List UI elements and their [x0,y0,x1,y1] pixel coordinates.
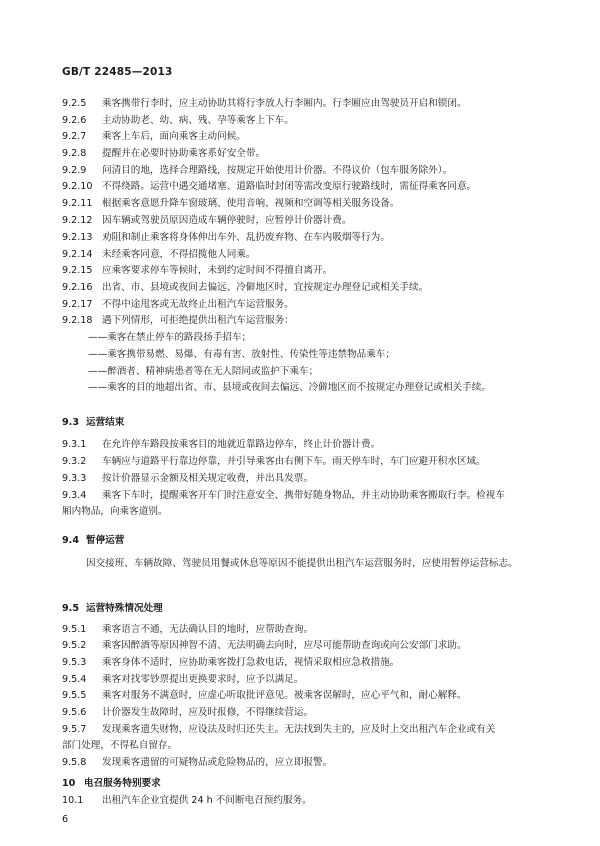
clause-9-3-4: 9.3.4 乘客下车时，提醒乘客开车门时注意安全、携带好随身物品，并主动协助乘客搬取行李。检视车 [62,490,505,501]
section-heading-9-3: 9.3 运营结束 [62,417,125,428]
clause-9-2-6: 9.2.6 主动协助老、幼、病、残、孕等乘客上下车。 [62,115,294,126]
refusal-item: ——乘客携带易燃、易爆、有毒有害、放射性、传染性等违禁物品乘车； [88,349,395,360]
clause-9-2-7: 9.2.7 乘客上车后，面向乘客主动问候。 [62,131,246,142]
clause-9-2-18: 9.2.18 遇下列情形，可拒绝提供出租汽车运营服务： [62,315,294,326]
clause-9-2-15: 9.2.15 应乘客要求停车等候时，未到约定时间不得擅自离开。 [62,265,333,276]
clause-9-2-14: 9.2.14 未经乘客同意，不得招揽他人同乘。 [62,249,256,260]
clause-9-2-9: 9.2.9 问清目的地，选择合理路线，按规定开始使用计价器。不得议价（包车服务除外）。 [62,165,453,176]
clause-9-5-1: 9.5.1 乘客语言不通，无法确认目的地时，应帮助查询。 [62,624,314,635]
clause-9-5-5: 9.5.5 乘客对服务不满意时，应虚心听取批评意见。被乘客误解时，应心平气和，耐心解释。 [62,690,467,701]
clause-9-2-8: 9.2.8 提醒并在必要时协助乘客系好安全带。 [62,148,266,159]
clause-10-1: 10.1 出租汽车企业宜提供 24 h 不间断电召预约服务。 [62,795,312,806]
page-number: 6 [62,814,69,825]
clause-9-3-2: 9.3.2 车辆应与道路平行靠边停靠，并引导乘客由右侧下车。雨天停车时，车门应避开积水区域。 [62,456,486,467]
clause-9-2-12: 9.2.12 因车辆或驾驶员原因造成车辆停驶时，应暂停计价器计费。 [62,215,352,226]
clause-9-3-1: 9.3.1 在允许停车路段按乘客目的地就近靠路边停车，终止计价器计费。 [62,439,381,450]
clause-9-5-3: 9.5.3 乘客身体不适时，应协助乘客拨打急救电话，视情采取相应急救措施。 [62,657,400,668]
refusal-item: ——乘客在禁止停车的路段扬手招车； [88,332,252,343]
clause-9-2-11: 9.2.11 根据乘客意愿升降车窗玻璃、使用音响、视频和空调等相关服务设备。 [62,198,400,209]
refusal-item: ——醉酒者、精神病患者等在无人陪同或监护下乘车； [88,366,319,377]
refusal-item: ——乘客的目的地超出省、市、县境或夜间去偏远、冷僻地区而不按规定办理登记或相关手续。 [88,382,491,393]
clause-9-3-4-continuation: 厢内物品，向乘客道别。 [62,506,168,517]
clause-9-2-16: 9.2.16 出省、市、县境或夜间去偏远、冷僻地区时，宜按规定办理登记或相关手续。 [62,282,429,293]
clause-9-2-13: 9.2.13 劝阻和制止乘客将身体伸出车外、乱扔废弃物、在车内吸烟等行为。 [62,232,390,243]
section-heading-9-5: 9.5 运营特殊情况处理 [62,603,163,614]
paragraph-9-4: 因交接班、车辆故障、驾驶员用餐或休息等原因不能提供出租汽车运营服务时，应使用暂停运营标志。 [86,558,518,569]
section-heading-10: 10 电召服务特别要求 [62,778,161,789]
clause-9-5-8: 9.5.8 发现乘客遗留的可疑物品或危险物品的，应立即报警。 [62,757,333,768]
clause-9-2-10: 9.2.10 不得绕路。运营中遇交通堵塞、道路临时封闭等需改变原行驶路线时，需征得乘客同意。 [62,181,477,192]
section-heading-9-4: 9.4 暂停运营 [62,535,125,546]
clause-9-2-5: 9.2.5 乘客携带行李时，应主动协助其将行李放人行李厢内。行李厢应由驾驶员开启和锁闭。 [62,98,467,109]
clause-9-5-7-continuation: 部门处理，不得私自留存。 [62,740,178,751]
clause-9-5-6: 9.5.6 计价器发生故障时，应及时报修，不得继续营运。 [62,707,314,718]
clause-9-5-2: 9.5.2 乘客因醉酒等原因神智不清、无法明确去向时，应尽可能帮助查询或向公安部门求助。 [62,640,467,651]
standard-header: GB/T 22485—2013 [62,66,173,78]
clause-9-5-7: 9.5.7 发现乘客遗失财物，应设法及时归还失主。无法找到失主的，应及时上交出租汽车企业或有关 [62,724,496,735]
clause-9-3-3: 9.3.3 按计价器显示金额及相关规定收费，并出具发票。 [62,473,314,484]
clause-9-2-17: 9.2.17 不得中途甩客或无故终止出租汽车运营服务。 [62,299,294,310]
clause-9-5-4: 9.5.4 乘客对找零钞票提出更换要求时，应予以满足。 [62,674,304,685]
